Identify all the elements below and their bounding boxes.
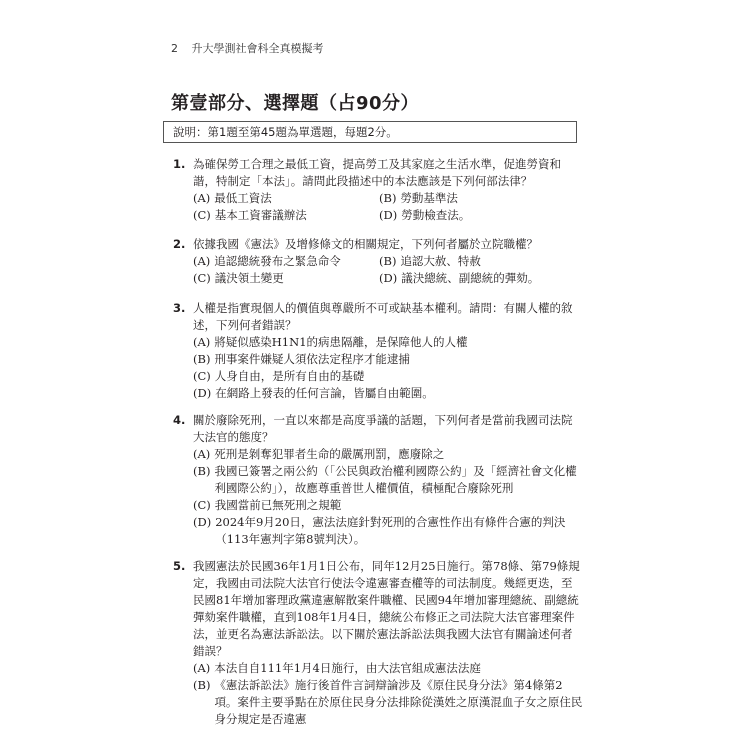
question-text: 人權是指實現個人的價值與尊嚴所不可或缺基本權利。請問：有關人權的敘述，下列何者錯誤？ — [193, 301, 573, 332]
question-number: 5. — [173, 559, 186, 573]
option-text: 在網路上發表的任何言論，皆屬自由範圍。 — [215, 386, 434, 400]
option-a — [193, 253, 379, 270]
option-text: 我國當前已無死刑之規範 — [214, 498, 342, 512]
option-text: 議決總統、副總統的彈劾。 — [401, 271, 540, 285]
option-d — [379, 270, 579, 287]
options — [173, 660, 583, 728]
option-label: (D) — [379, 271, 398, 285]
option-text: 追認大赦、特赦 — [400, 254, 481, 268]
question-number: 2. — [173, 237, 186, 251]
option-a — [193, 334, 583, 351]
option-b — [193, 677, 583, 728]
option-label: (B) — [193, 352, 211, 366]
instructions-text: 說明：第1題至第45題為單選題，每題2分。 — [173, 125, 398, 139]
question-text: 為確保勞工合理之最低工資，提高勞工及其家庭之生活水準，促進勞資和諧，特制定「本法」。請問此段描述中的本法應該是下列何部法律？ — [193, 157, 561, 188]
question-text: 關於廢除死刑，一直以來都是高度爭議的話題，下列何者是當前我國司法院大法官的態度？ — [193, 413, 573, 444]
option-d — [193, 385, 583, 402]
option-text: 《憲法訴訟法》施行後首件言詞辯論涉及《原住民身分法》第4條第2項。案件主要爭點在於原住民身分法排除從漢姓之原漢混血子女之原住民身分規定是否違憲 — [214, 678, 583, 726]
question-number: 4. — [173, 413, 186, 427]
question-text: 我國憲法於民國36年1月1日公布，同年12月25日施行。第78條、第79條規定，我國由司法院大法官行使法令違憲審查權等的司法制度。幾經更迭，至民國81年增加審理政黨違憲解散案件職權、民國94年增加審理總統、副總統彈劾案件職權，直到108年1月4日，總統公布修正之司法院大法官審理案件法，並更名為憲法訴訟法。以下關於憲法訴訟法與我國大法官有關論述何者錯誤？ — [193, 559, 580, 658]
option-label: (A) — [193, 335, 211, 349]
question-stem — [173, 412, 583, 446]
option-text: 追認總統發布之緊急命令 — [214, 254, 341, 268]
option-text: 死刑是剝奪犯罪者生命的嚴厲刑罰，應廢除之 — [214, 447, 445, 461]
option-label: (A) — [193, 661, 211, 675]
question-3 — [173, 300, 583, 402]
question-stem — [173, 156, 583, 190]
option-b — [379, 190, 579, 207]
option-text: 本法自自111年1月4日施行，由大法官組成憲法法庭 — [214, 661, 481, 675]
option-c — [193, 207, 379, 224]
question-stem — [173, 300, 583, 334]
running-header — [171, 40, 324, 56]
option-label: (D) — [193, 386, 212, 400]
option-label: (B) — [193, 678, 211, 692]
question-stem — [173, 236, 583, 253]
option-a — [193, 190, 379, 207]
option-text: 基本工資審議辦法 — [214, 208, 307, 222]
question-2 — [173, 236, 583, 287]
question-5 — [173, 558, 583, 728]
option-b — [379, 253, 579, 270]
option-label: (C) — [193, 369, 211, 383]
option-label: (D) — [379, 208, 398, 222]
question-stem — [173, 558, 583, 660]
option-text: 我國已簽署之兩公約（「公民與政治權利國際公約」及「經濟社會文化權利國際公約」），故應尊重普世人權價值，積極配合廢除死刑 — [214, 464, 577, 495]
option-text: 最低工資法 — [214, 191, 272, 205]
options — [173, 190, 583, 224]
option-label: (C) — [193, 271, 211, 285]
option-label: (D) — [193, 515, 212, 529]
option-text: 議決領土變更 — [214, 271, 284, 285]
question-number: 3. — [173, 301, 186, 315]
option-text: 將疑似感染H1N1的病患隔離，是保障他人的人權 — [214, 335, 468, 349]
question-number: 1. — [173, 157, 186, 171]
options — [173, 446, 583, 548]
option-d — [379, 207, 579, 224]
option-text: 2024年9月20日，憲法法庭針對死刑的合憲性作出有條件合憲的判決（113年憲判字第8號判決）。 — [215, 515, 566, 546]
option-c — [193, 497, 583, 514]
options — [173, 334, 583, 402]
option-label: (C) — [193, 498, 211, 512]
option-b — [193, 351, 583, 368]
option-text: 勞動基準法 — [400, 191, 458, 205]
option-c — [193, 270, 379, 287]
option-b — [193, 463, 583, 497]
option-text: 刑事案件嫌疑人須依法定程序才能逮捕 — [214, 352, 410, 366]
option-a — [193, 660, 583, 677]
instructions-box — [163, 121, 577, 143]
option-label: (B) — [193, 464, 211, 478]
book-title: 升大學測社會科全真模擬考 — [191, 42, 324, 55]
question-text: 依據我國《憲法》及增修條文的相關規定，下列何者屬於立院職權？ — [193, 237, 538, 251]
options — [173, 253, 583, 287]
option-text: 人身自由，是所有自由的基礎 — [214, 369, 365, 383]
question-4 — [173, 412, 583, 548]
option-label: (A) — [193, 254, 211, 268]
section-title: 第壹部分、選擇題（占90分） — [171, 93, 420, 114]
option-label: (B) — [379, 191, 397, 205]
option-text: 勞動檢查法。 — [401, 208, 471, 222]
question-1 — [173, 156, 583, 224]
option-a — [193, 446, 583, 463]
option-label: (A) — [193, 191, 211, 205]
option-d — [193, 514, 583, 548]
option-c — [193, 368, 583, 385]
option-label: (A) — [193, 447, 211, 461]
option-label: (C) — [193, 208, 211, 222]
option-label: (B) — [379, 254, 397, 268]
page-number: 2 — [171, 42, 178, 55]
